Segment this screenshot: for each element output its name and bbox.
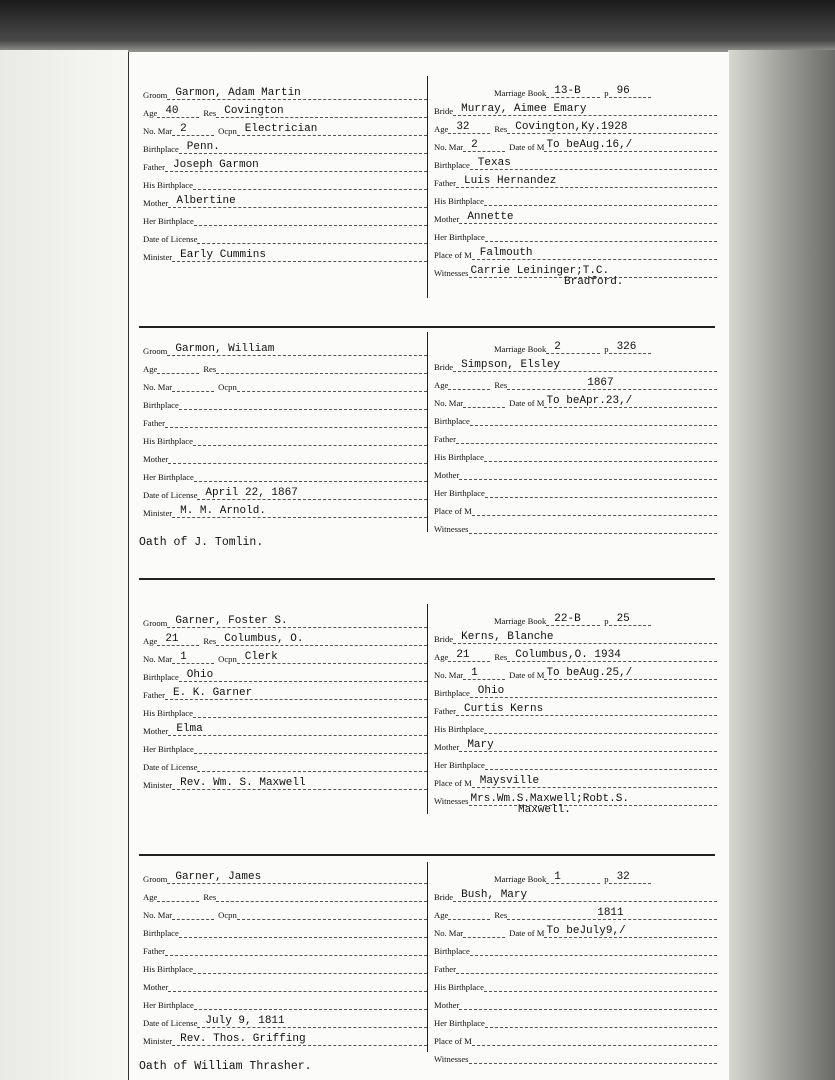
groom-her-birthplace xyxy=(194,213,427,226)
her-birthplace-label: Her Birthplace xyxy=(434,760,485,770)
bride-mother xyxy=(459,997,717,1010)
bride-her-birthplace xyxy=(485,1015,717,1028)
his-birthplace-label: His Birthplace xyxy=(434,982,484,992)
place-of-marriage-label: Place of M xyxy=(434,506,472,516)
nomar-label: No. Mar xyxy=(434,670,464,680)
age-label: Age xyxy=(143,364,158,374)
res-label: Res xyxy=(494,124,508,134)
mother-label: Mother xyxy=(434,214,460,224)
groom-his-birthplace xyxy=(193,961,427,974)
groom-father: Joseph Garmon xyxy=(165,159,427,172)
groom-father xyxy=(165,415,427,428)
card-separator xyxy=(139,326,715,328)
father-label: Father xyxy=(434,434,456,444)
date-of-marriage: To beApr.23,/ xyxy=(544,395,717,408)
bride-his-birthplace xyxy=(484,449,717,462)
groom-ocpn: Electrician xyxy=(237,123,427,136)
card-divider xyxy=(427,332,428,532)
witnesses-label: Witnesses xyxy=(434,1054,469,1064)
age-label: Age xyxy=(143,108,158,118)
marriage-card-4 xyxy=(129,862,729,1080)
book-page: 32 xyxy=(609,871,651,884)
card-separator xyxy=(139,578,715,580)
card-divider xyxy=(427,76,428,298)
father-label: Father xyxy=(143,946,165,956)
bride-her-birthplace xyxy=(485,229,717,242)
bride-nomar xyxy=(463,395,505,408)
bride-mother: Annette xyxy=(459,211,717,224)
mother-label: Mother xyxy=(434,742,460,752)
groom-minister: Rev. Wm. S. Maxwell xyxy=(172,777,427,790)
book-number: 2 xyxy=(546,341,600,354)
ocpn-label: Ocpn xyxy=(218,910,237,920)
minister-label: Minister xyxy=(143,252,173,262)
her-birthplace-label: Her Birthplace xyxy=(143,216,194,226)
date-of-marriage-label: Date of M xyxy=(509,398,545,408)
page-label: p xyxy=(604,344,609,354)
her-birthplace-label: Her Birthplace xyxy=(434,488,485,498)
bride-label: Bride xyxy=(434,106,454,116)
bride-age: 32 xyxy=(448,121,490,134)
his-birthplace-label: His Birthplace xyxy=(434,196,484,206)
bride-mother xyxy=(459,467,717,480)
bride-label: Bride xyxy=(434,634,454,644)
page-label: p xyxy=(604,874,609,884)
groom-her-birthplace xyxy=(194,997,427,1010)
book-number: 13-B xyxy=(546,85,600,98)
witnesses xyxy=(469,521,717,534)
place-of-marriage: Maysville xyxy=(472,775,717,788)
mother-label: Mother xyxy=(434,470,460,480)
bride-res: Columbus,O. 1934 xyxy=(507,649,717,662)
bride-nomar xyxy=(463,925,505,938)
groom-birthplace xyxy=(179,397,427,410)
date-of-marriage: To beAug.25,/ xyxy=(544,667,717,680)
groom-license-date xyxy=(197,231,427,244)
scan-right-edge xyxy=(728,50,835,1080)
ocpn-label: Ocpn xyxy=(218,654,237,664)
res-label: Res xyxy=(203,892,217,902)
groom-license-date: April 22, 1867 xyxy=(197,487,427,500)
license-label: Date of License xyxy=(143,490,198,500)
witnesses xyxy=(469,1051,717,1064)
nomar-label: No. Mar xyxy=(143,654,173,664)
marriage-card-3 xyxy=(129,604,729,854)
age-label: Age xyxy=(434,910,449,920)
witnesses-label: Witnesses xyxy=(434,524,469,534)
nomar-label: No. Mar xyxy=(143,382,173,392)
nomar-label: No. Mar xyxy=(143,910,173,920)
bride-father: Luis Hernandez xyxy=(456,175,717,188)
groom-ocpn xyxy=(237,379,427,392)
res-label: Res xyxy=(494,910,508,920)
license-label: Date of License xyxy=(143,1018,198,1028)
groom-ocpn xyxy=(237,907,427,920)
her-birthplace-label: Her Birthplace xyxy=(143,744,194,754)
place-of-marriage xyxy=(472,1033,717,1046)
mother-label: Mother xyxy=(143,726,169,736)
bride-name: Bush, Mary xyxy=(453,889,717,902)
groom-mother xyxy=(168,451,427,464)
groom-her-birthplace xyxy=(194,741,427,754)
bride-res: 1811 xyxy=(507,907,717,920)
mother-label: Mother xyxy=(434,1000,460,1010)
her-birthplace-label: Her Birthplace xyxy=(143,1000,194,1010)
groom-license-date: July 9, 1811 xyxy=(197,1015,427,1028)
age-label: Age xyxy=(434,652,449,662)
res-label: Res xyxy=(203,108,217,118)
age-label: Age xyxy=(434,380,449,390)
father-label: Father xyxy=(434,706,456,716)
witnesses: Mrs.Wm.S.Maxwell;Robt.S. xyxy=(469,793,717,806)
mother-label: Mother xyxy=(143,454,169,464)
groom-mother xyxy=(168,979,427,992)
bride-father xyxy=(456,431,717,444)
groom-label: Groom xyxy=(143,90,168,100)
witnesses: Carrie Leininger;T.C. xyxy=(469,265,717,278)
minister-label: Minister xyxy=(143,1036,173,1046)
groom-mother: Albertine xyxy=(168,195,427,208)
groom-birthplace: Penn. xyxy=(179,141,427,154)
record-page xyxy=(128,52,729,1080)
her-birthplace-label: Her Birthplace xyxy=(434,232,485,242)
ocpn-label: Ocpn xyxy=(218,382,237,392)
father-label: Father xyxy=(143,418,165,428)
bride-age xyxy=(448,377,490,390)
license-label: Date of License xyxy=(143,234,198,244)
groom-label: Groom xyxy=(143,346,168,356)
his-birthplace-label: His Birthplace xyxy=(143,964,193,974)
groom-label: Groom xyxy=(143,874,168,884)
date-of-marriage: To beAug.16,/ xyxy=(544,139,717,152)
father-label: Father xyxy=(434,964,456,974)
card-separator xyxy=(139,854,715,856)
witnesses-continued: Bradford. xyxy=(564,276,624,288)
marriage-card-2 xyxy=(129,332,729,582)
bride-name: Kerns, Blanche xyxy=(453,631,717,644)
license-label: Date of License xyxy=(143,762,198,772)
place-of-marriage-label: Place of M xyxy=(434,778,472,788)
birthplace-label: Birthplace xyxy=(434,416,470,426)
bride-label: Bride xyxy=(434,362,454,372)
groom-nomar xyxy=(172,379,214,392)
res-label: Res xyxy=(203,636,217,646)
bride-nomar: 2 xyxy=(463,139,505,152)
minister-label: Minister xyxy=(143,508,173,518)
groom-res: Covington xyxy=(216,105,427,118)
age-label: Age xyxy=(143,636,158,646)
nomar-label: No. Mar xyxy=(434,928,464,938)
book-label: Marriage Book xyxy=(494,344,547,354)
groom-ocpn: Clerk xyxy=(237,651,427,664)
her-birthplace-label: Her Birthplace xyxy=(434,1018,485,1028)
groom-nomar: 1 xyxy=(172,651,214,664)
date-of-marriage-label: Date of M xyxy=(509,670,545,680)
groom-age xyxy=(157,889,199,902)
place-of-marriage: Falmouth xyxy=(472,247,717,260)
bride-label: Bride xyxy=(434,892,454,902)
witnesses-label: Witnesses xyxy=(434,268,469,278)
place-of-marriage xyxy=(472,503,717,516)
book-number: 22-B xyxy=(546,613,600,626)
birthplace-label: Birthplace xyxy=(434,688,470,698)
res-label: Res xyxy=(494,652,508,662)
groom-minister: Rev. Thos. Griffing xyxy=(172,1033,427,1046)
marriage-card-1 xyxy=(129,76,729,326)
groom-birthplace xyxy=(179,925,427,938)
his-birthplace-label: His Birthplace xyxy=(434,452,484,462)
groom-minister: Early Cummins xyxy=(172,249,427,262)
card-divider xyxy=(427,862,428,1052)
book-page: 326 xyxy=(609,341,651,354)
groom-age: 21 xyxy=(157,633,199,646)
res-label: Res xyxy=(494,380,508,390)
his-birthplace-label: His Birthplace xyxy=(143,436,193,446)
groom-his-birthplace xyxy=(193,433,427,446)
his-birthplace-label: His Birthplace xyxy=(143,180,193,190)
groom-name: Garmon, Adam Martin xyxy=(167,87,427,100)
father-label: Father xyxy=(143,690,165,700)
father-label: Father xyxy=(434,178,456,188)
bride-age xyxy=(448,907,490,920)
oath-note: Oath of J. Tomlin. xyxy=(139,536,264,549)
book-label: Marriage Book xyxy=(494,616,547,626)
bride-nomar: 1 xyxy=(463,667,505,680)
bride-her-birthplace xyxy=(485,757,717,770)
bride-birthplace xyxy=(470,413,717,426)
bride-mother: Mary xyxy=(459,739,717,752)
groom-res: Columbus, O. xyxy=(216,633,427,646)
oath-note: Oath of William Thrasher. xyxy=(139,1060,312,1073)
bride-res: 1867 xyxy=(507,377,717,390)
book-label: Marriage Book xyxy=(494,874,547,884)
groom-father xyxy=(165,943,427,956)
nomar-label: No. Mar xyxy=(143,126,173,136)
birthplace-label: Birthplace xyxy=(143,400,179,410)
groom-age xyxy=(157,361,199,374)
place-of-marriage-label: Place of M xyxy=(434,1036,472,1046)
groom-age: 40 xyxy=(157,105,199,118)
book-label: Marriage Book xyxy=(494,88,547,98)
date-of-marriage-label: Date of M xyxy=(509,142,545,152)
bride-his-birthplace xyxy=(484,721,717,734)
bride-father: Curtis Kerns xyxy=(456,703,717,716)
birthplace-label: Birthplace xyxy=(143,144,179,154)
groom-label: Groom xyxy=(143,618,168,628)
mother-label: Mother xyxy=(143,982,169,992)
ocpn-label: Ocpn xyxy=(218,126,237,136)
page-label: p xyxy=(604,88,609,98)
father-label: Father xyxy=(143,162,165,172)
bride-res: Covington,Ky.1928 xyxy=(507,121,717,134)
groom-res xyxy=(216,361,427,374)
groom-his-birthplace xyxy=(193,705,427,718)
witnesses-label: Witnesses xyxy=(434,796,469,806)
place-of-marriage-label: Place of M xyxy=(434,250,472,260)
his-birthplace-label: His Birthplace xyxy=(434,724,484,734)
birthplace-label: Birthplace xyxy=(143,928,179,938)
scan-left-margin xyxy=(0,50,128,1080)
groom-name: Garner, Foster S. xyxy=(167,615,427,628)
nomar-label: No. Mar xyxy=(434,142,464,152)
age-label: Age xyxy=(143,892,158,902)
groom-name: Garmon, William xyxy=(167,343,427,356)
groom-nomar: 2 xyxy=(172,123,214,136)
card-divider xyxy=(427,604,428,814)
his-birthplace-label: His Birthplace xyxy=(143,708,193,718)
birthplace-label: Birthplace xyxy=(434,160,470,170)
groom-license-date xyxy=(197,759,427,772)
book-page: 96 xyxy=(609,85,651,98)
bride-her-birthplace xyxy=(485,485,717,498)
bride-name: Simpson, Elsley xyxy=(453,359,717,372)
nomar-label: No. Mar xyxy=(434,398,464,408)
groom-res xyxy=(216,889,427,902)
minister-label: Minister xyxy=(143,780,173,790)
bride-birthplace: Texas xyxy=(470,157,717,170)
groom-nomar xyxy=(172,907,214,920)
book-page: 25 xyxy=(609,613,651,626)
book-number: 1 xyxy=(546,871,600,884)
birthplace-label: Birthplace xyxy=(434,946,470,956)
age-label: Age xyxy=(434,124,449,134)
bride-age: 21 xyxy=(448,649,490,662)
groom-minister: M. M. Arnold. xyxy=(172,505,427,518)
mother-label: Mother xyxy=(143,198,169,208)
groom-father: E. K. Garner xyxy=(165,687,427,700)
groom-her-birthplace xyxy=(194,469,427,482)
bride-father xyxy=(456,961,717,974)
page-label: p xyxy=(604,616,609,626)
date-of-marriage: To beJuly9,/ xyxy=(544,925,717,938)
bride-name: Murray, Aimee Emary xyxy=(453,103,717,116)
bride-birthplace: Ohio xyxy=(470,685,717,698)
her-birthplace-label: Her Birthplace xyxy=(143,472,194,482)
groom-mother: Elma xyxy=(168,723,427,736)
res-label: Res xyxy=(203,364,217,374)
date-of-marriage-label: Date of M xyxy=(509,928,545,938)
bride-his-birthplace xyxy=(484,979,717,992)
bride-his-birthplace xyxy=(484,193,717,206)
bride-birthplace xyxy=(470,943,717,956)
birthplace-label: Birthplace xyxy=(143,672,179,682)
groom-his-birthplace xyxy=(193,177,427,190)
groom-birthplace: Ohio xyxy=(179,669,427,682)
witnesses-continued: Maxwell. xyxy=(518,804,571,816)
groom-name: Garner, James xyxy=(167,871,427,884)
